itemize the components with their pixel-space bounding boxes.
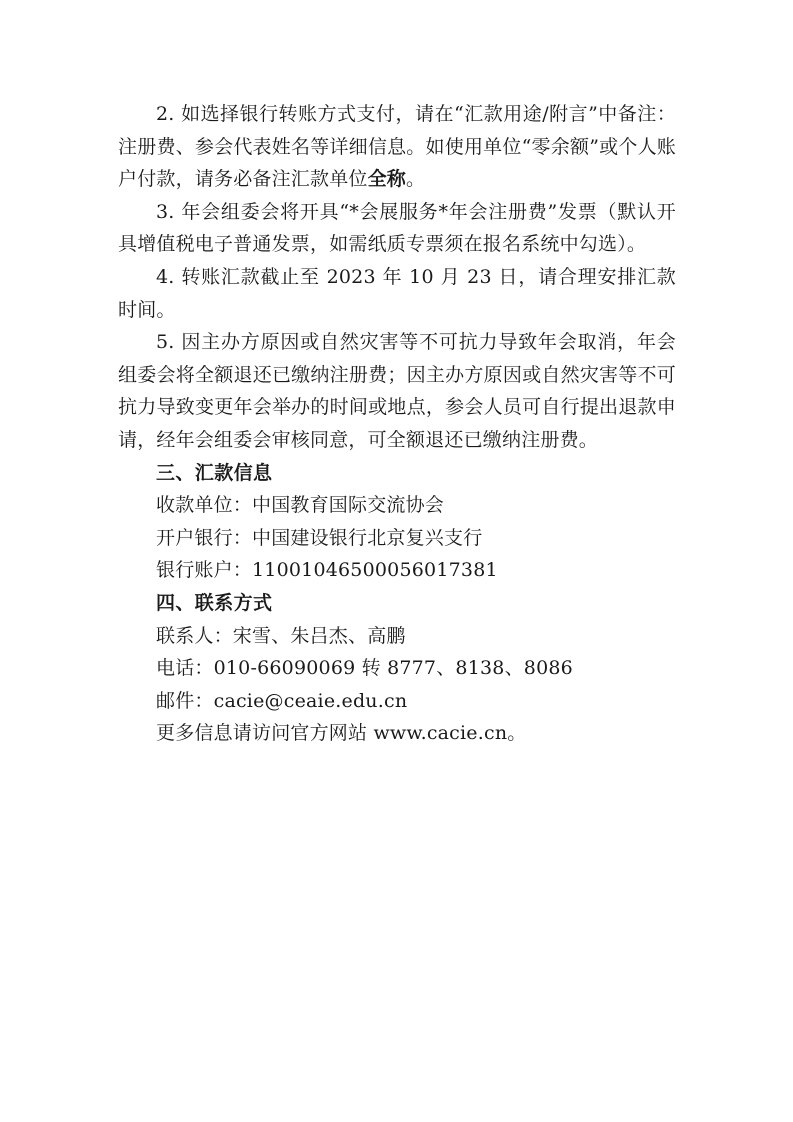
website-line: 更多信息请访问官方网站 www.cacie.cn。	[156, 722, 527, 745]
document-body	[118, 98, 676, 750]
item-5-paragraph: 5. 因主办方原因或自然灾害等不可抗力导致年会取消，年会组委会将全额退还已缴纳注册费；因主办方原因或自然灾害等不可抗力导致变更年会举办的时间或地点，参会人员可自行提出退款申请，经年会组委会审核同意，可全额退还已缴纳注册费。	[118, 331, 676, 451]
item-3-paragraph: 3. 年会组委会将开具“*会展服务*年会注册费”发票（默认开具增值税电子普通发票，如需纸质专票须在报名系统中勾选）。	[118, 200, 676, 256]
contact-persons-line: 联系人：宋雪、朱吕杰、高鹏	[156, 624, 406, 647]
bank-line: 开户银行：中国建设银行北京复兴支行	[156, 526, 483, 549]
payee-line: 收款单位：中国教育国际交流协会	[156, 494, 445, 517]
account-line: 银行账户：11001046500056017381	[156, 559, 498, 582]
phone-line: 电话：010-66090069 转 8777、8138、8086	[156, 657, 573, 680]
contact-heading: 四、联系方式	[156, 591, 273, 614]
item-2-text: 2. 如选择银行转账方式支付，请在“汇款用途/附言”中备注：注册费、参会代表姓名等详细信息。如使用单位“零余额”或个人账户付款，请务必备注汇款单位	[118, 103, 676, 191]
remittance-heading: 三、汇款信息	[156, 461, 273, 484]
email-line: 邮件：cacie@ceaie.edu.cn	[156, 689, 408, 712]
item-2-end: 。	[406, 168, 426, 191]
item-2-paragraph	[118, 98, 676, 196]
item-2-bold-text: 全称	[367, 168, 407, 191]
item-4-paragraph: 4. 转账汇款截止至 2023 年 10 月 23 日，请合理安排汇款时间。	[118, 265, 676, 321]
